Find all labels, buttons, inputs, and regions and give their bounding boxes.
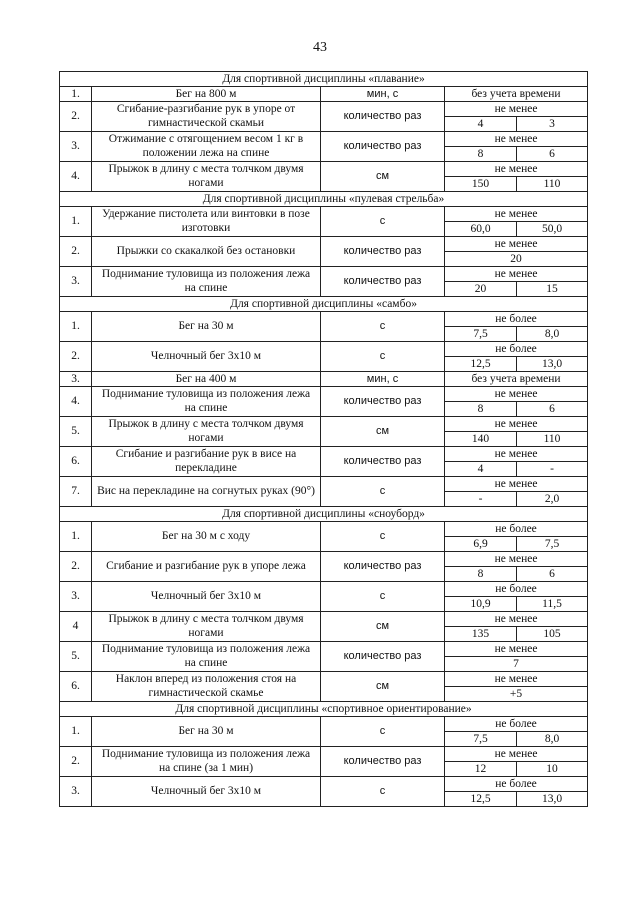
section-title: Для спортивной дисциплины «плавание» bbox=[60, 72, 588, 87]
norm-value-girls: 2,0 bbox=[517, 492, 588, 507]
norm-qualifier: не менее bbox=[445, 612, 588, 627]
norm-value-girls: 6 bbox=[517, 147, 588, 162]
table-row bbox=[60, 477, 588, 492]
table-row bbox=[60, 312, 588, 327]
exercise-name: Челночный бег 3х10 м bbox=[92, 777, 321, 807]
table-row bbox=[60, 237, 588, 252]
table-row bbox=[60, 717, 588, 732]
table-row bbox=[60, 87, 588, 102]
row-number: 2. bbox=[60, 342, 92, 372]
section-header-row bbox=[60, 72, 588, 87]
exercise-name: Прыжок в длину с места толчком двумя ногами bbox=[92, 162, 321, 192]
norm-value-boys: 6,9 bbox=[445, 537, 517, 552]
norm-qualifier: не более bbox=[445, 312, 588, 327]
row-number: 4. bbox=[60, 162, 92, 192]
norm-qualifier: не менее bbox=[445, 417, 588, 432]
norm-value-boys: 12,5 bbox=[445, 357, 517, 372]
norm-qualifier: не более bbox=[445, 777, 588, 792]
row-number: 2. bbox=[60, 102, 92, 132]
row-number: 1. bbox=[60, 207, 92, 237]
unit-cell: мин, с bbox=[321, 372, 445, 387]
section-title: Для спортивной дисциплины «сноуборд» bbox=[60, 507, 588, 522]
unit-cell: см bbox=[321, 162, 445, 192]
norm-value-boys: 8 bbox=[445, 147, 517, 162]
table-row bbox=[60, 372, 588, 387]
row-number: 5. bbox=[60, 417, 92, 447]
table-row bbox=[60, 267, 588, 282]
exercise-name: Наклон вперед из положения стоя на гимнастической скамье bbox=[92, 672, 321, 702]
table-row bbox=[60, 162, 588, 177]
unit-cell: см bbox=[321, 612, 445, 642]
table-row bbox=[60, 672, 588, 687]
exercise-name: Поднимание туловища из положения лежа на спине (за 1 мин) bbox=[92, 747, 321, 777]
unit-cell: количество раз bbox=[321, 447, 445, 477]
norm-value-boys: 135 bbox=[445, 627, 517, 642]
norm-value-boys: 150 bbox=[445, 177, 517, 192]
norm-value-girls: 110 bbox=[517, 177, 588, 192]
exercise-name: Отжимание с отягощением весом 1 кг в положении лежа на спине bbox=[92, 132, 321, 162]
norm-value-girls: 6 bbox=[517, 402, 588, 417]
norm-qualifier: не более bbox=[445, 582, 588, 597]
norm-qualifier: не менее bbox=[445, 552, 588, 567]
norm-value-girls: 110 bbox=[517, 432, 588, 447]
norm-value-girls: 105 bbox=[517, 627, 588, 642]
row-number: 5. bbox=[60, 642, 92, 672]
norm-qualifier: не менее bbox=[445, 162, 588, 177]
norm-value-girls: 13,0 bbox=[517, 792, 588, 807]
norm-value-boys: 10,9 bbox=[445, 597, 517, 612]
unit-cell: мин, с bbox=[321, 87, 445, 102]
exercise-name: Удержание пистолета или винтовки в позе изготовки bbox=[92, 207, 321, 237]
unit-cell: количество раз bbox=[321, 132, 445, 162]
norm-qualifier: не менее bbox=[445, 387, 588, 402]
unit-cell: с bbox=[321, 522, 445, 552]
row-number: 3. bbox=[60, 132, 92, 162]
norm-value-boys: 8 bbox=[445, 402, 517, 417]
row-number: 6. bbox=[60, 672, 92, 702]
unit-cell: с bbox=[321, 207, 445, 237]
row-number: 3. bbox=[60, 777, 92, 807]
unit-cell: с bbox=[321, 312, 445, 342]
row-number: 2. bbox=[60, 237, 92, 267]
row-number: 1. bbox=[60, 87, 92, 102]
norm-value-girls: 50,0 bbox=[517, 222, 588, 237]
row-number: 1. bbox=[60, 312, 92, 342]
table-row bbox=[60, 522, 588, 537]
unit-cell: с bbox=[321, 582, 445, 612]
table-row bbox=[60, 747, 588, 762]
unit-cell: количество раз bbox=[321, 747, 445, 777]
exercise-name: Бег на 800 м bbox=[92, 87, 321, 102]
norms-table bbox=[59, 71, 588, 807]
norm-value-girls: 8,0 bbox=[517, 732, 588, 747]
row-number: 4. bbox=[60, 387, 92, 417]
section-title: Для спортивной дисциплины «спортивное ориентирование» bbox=[60, 702, 588, 717]
exercise-name: Поднимание туловища из положения лежа на спине bbox=[92, 642, 321, 672]
exercise-name: Прыжок в длину с места толчком двумя ногами bbox=[92, 417, 321, 447]
norm-value-boys: 4 bbox=[445, 117, 517, 132]
page-number: 43 bbox=[313, 40, 327, 55]
unit-cell: с bbox=[321, 342, 445, 372]
norm-value-boys: 8 bbox=[445, 567, 517, 582]
table-row bbox=[60, 417, 588, 432]
row-number: 7. bbox=[60, 477, 92, 507]
section-title: Для спортивной дисциплины «самбо» bbox=[60, 297, 588, 312]
row-number: 1. bbox=[60, 522, 92, 552]
norm-value-boys: 20 bbox=[445, 282, 517, 297]
unit-cell: с bbox=[321, 777, 445, 807]
norm-qualifier: не менее bbox=[445, 642, 588, 657]
norm-qualifier: не менее bbox=[445, 747, 588, 762]
table-row bbox=[60, 552, 588, 567]
norm-qualifier: не менее bbox=[445, 672, 588, 687]
norm-qualifier: не более bbox=[445, 522, 588, 537]
exercise-name: Челночный бег 3х10 м bbox=[92, 342, 321, 372]
norm-qualifier: не менее bbox=[445, 267, 588, 282]
exercise-name: Бег на 30 м с ходу bbox=[92, 522, 321, 552]
exercise-name: Вис на перекладине на согнутых руках (90°) bbox=[92, 477, 321, 507]
exercise-name: Бег на 400 м bbox=[92, 372, 321, 387]
table-row bbox=[60, 612, 588, 627]
row-number: 3. bbox=[60, 582, 92, 612]
table-row bbox=[60, 642, 588, 657]
section-header-row bbox=[60, 192, 588, 207]
unit-cell: количество раз bbox=[321, 102, 445, 132]
exercise-name: Сгибание и разгибание рук в упоре лежа bbox=[92, 552, 321, 582]
norms-table-body bbox=[60, 72, 588, 807]
row-number: 3. bbox=[60, 267, 92, 297]
norm-value: 7 bbox=[445, 657, 588, 672]
exercise-name: Бег на 30 м bbox=[92, 717, 321, 747]
section-title: Для спортивной дисциплины «пулевая стрельба» bbox=[60, 192, 588, 207]
norm-value-girls: 8,0 bbox=[517, 327, 588, 342]
unit-cell: количество раз bbox=[321, 267, 445, 297]
norm-value-girls: 11,5 bbox=[517, 597, 588, 612]
norm-qualifier: не менее bbox=[445, 102, 588, 117]
table-row bbox=[60, 342, 588, 357]
norm-qualifier: без учета времени bbox=[445, 87, 588, 102]
row-number: 2. bbox=[60, 552, 92, 582]
norm-value-boys: 60,0 bbox=[445, 222, 517, 237]
unit-cell: количество раз bbox=[321, 552, 445, 582]
norm-value: +5 bbox=[445, 687, 588, 702]
unit-cell: с bbox=[321, 477, 445, 507]
unit-cell: количество раз bbox=[321, 237, 445, 267]
row-number: 6. bbox=[60, 447, 92, 477]
table-row bbox=[60, 387, 588, 402]
unit-cell: количество раз bbox=[321, 387, 445, 417]
norm-qualifier: не более bbox=[445, 342, 588, 357]
exercise-name: Сгибание и разгибание рук в висе на перекладине bbox=[92, 447, 321, 477]
norm-value-girls: - bbox=[517, 462, 588, 477]
exercise-name: Прыжки со скакалкой без остановки bbox=[92, 237, 321, 267]
norm-value-boys: 7,5 bbox=[445, 327, 517, 342]
norm-qualifier: не менее bbox=[445, 132, 588, 147]
norm-qualifier: не более bbox=[445, 717, 588, 732]
exercise-name: Бег на 30 м bbox=[92, 312, 321, 342]
norm-value: 20 bbox=[445, 252, 588, 267]
table-row bbox=[60, 132, 588, 147]
norm-qualifier: не менее bbox=[445, 237, 588, 252]
section-header-row bbox=[60, 702, 588, 717]
norm-value-girls: 3 bbox=[517, 117, 588, 132]
norm-value-boys: 12 bbox=[445, 762, 517, 777]
norm-value-boys: - bbox=[445, 492, 517, 507]
table-row bbox=[60, 777, 588, 792]
row-number: 2. bbox=[60, 747, 92, 777]
norm-qualifier: не менее bbox=[445, 207, 588, 222]
norm-value-girls: 6 bbox=[517, 567, 588, 582]
section-header-row bbox=[60, 507, 588, 522]
unit-cell: количество раз bbox=[321, 642, 445, 672]
unit-cell: с bbox=[321, 717, 445, 747]
table-row bbox=[60, 102, 588, 117]
norm-qualifier: без учета времени bbox=[445, 372, 588, 387]
norm-value-girls: 15 bbox=[517, 282, 588, 297]
row-number: 4 bbox=[60, 612, 92, 642]
table-row bbox=[60, 447, 588, 462]
norm-value-boys: 7,5 bbox=[445, 732, 517, 747]
unit-cell: см bbox=[321, 417, 445, 447]
norm-value-boys: 12,5 bbox=[445, 792, 517, 807]
norm-value-boys: 4 bbox=[445, 462, 517, 477]
table-row bbox=[60, 582, 588, 597]
exercise-name: Прыжок в длину с места толчком двумя ногами bbox=[92, 612, 321, 642]
unit-cell: см bbox=[321, 672, 445, 702]
row-number: 1. bbox=[60, 717, 92, 747]
exercise-name: Поднимание туловища из положения лежа на спине bbox=[92, 387, 321, 417]
exercise-name: Сгибание-разгибание рук в упоре от гимнастической скамьи bbox=[92, 102, 321, 132]
norm-qualifier: не менее bbox=[445, 477, 588, 492]
norm-value-boys: 140 bbox=[445, 432, 517, 447]
exercise-name: Поднимание туловища из положения лежа на спине bbox=[92, 267, 321, 297]
section-header-row bbox=[60, 297, 588, 312]
norm-value-girls: 13,0 bbox=[517, 357, 588, 372]
exercise-name: Челночный бег 3х10 м bbox=[92, 582, 321, 612]
norm-value-girls: 7,5 bbox=[517, 537, 588, 552]
table-row bbox=[60, 207, 588, 222]
norm-value-girls: 10 bbox=[517, 762, 588, 777]
row-number: 3. bbox=[60, 372, 92, 387]
norm-qualifier: не менее bbox=[445, 447, 588, 462]
